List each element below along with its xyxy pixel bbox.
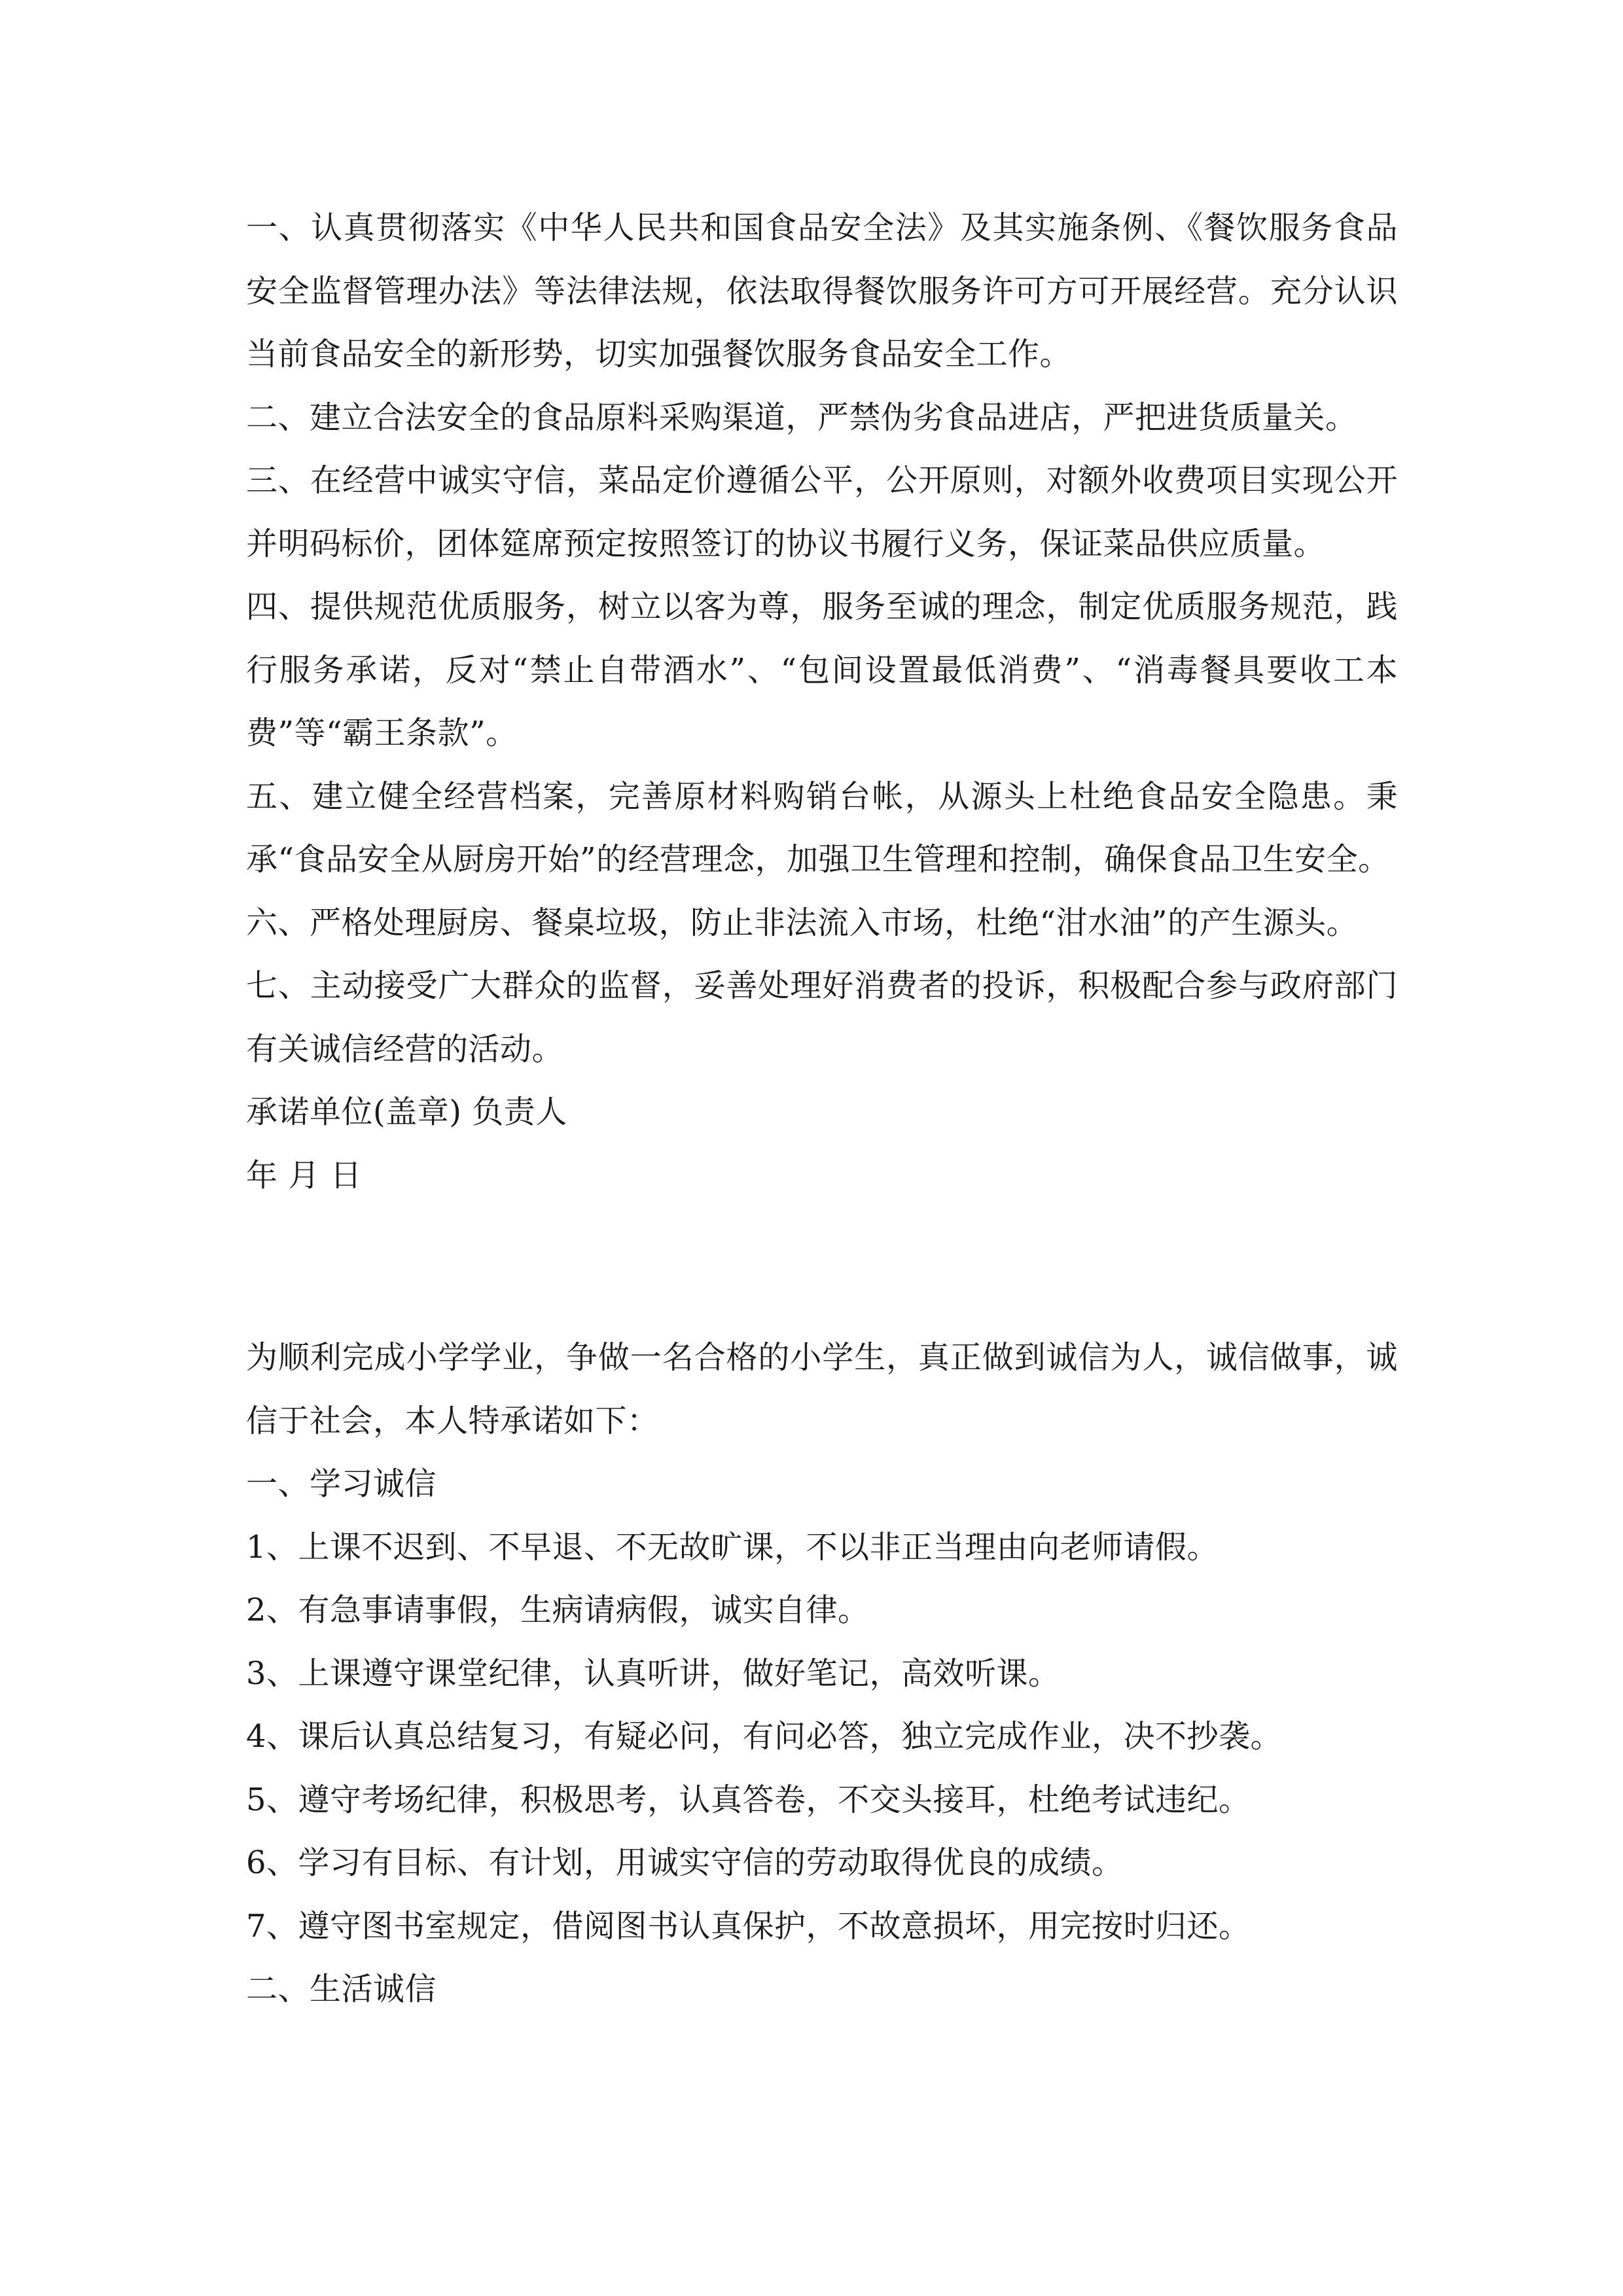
pledge-item-7: 七、主动接受广大群众的监督，妥善处理好消费者的投诉，积极配合参与政府部门有关诚信经营的活动。 [246,967,1398,1067]
study-item-1: 1、上课不迟到、不早退、不无故旷课，不以非正当理由向老师请假。 [246,1528,1219,1566]
restaurant-pledge-section [246,196,1398,1207]
pledge-item-2: 二、建立合法安全的食品原料采购渠道，严禁伪劣食品进店，严把进货质量关。 [246,399,1357,436]
pledge-item-5: 五、建立健全经营档案，完善原材料购销台帐，从源头上杜绝食品安全隐患。秉承“食品安全从厨房开始”的经营理念，加强卫生管理和控制，确保食品卫生安全。 [246,778,1398,878]
signature-line: 承诺单位(盖章) 负责人 [246,1094,567,1130]
heading-life-integrity: 二、生活诚信 [246,1971,437,2007]
study-item-3: 3、上课遵守课堂纪律，认真听讲，做好笔记，高效听课。 [246,1655,1060,1692]
study-item-4: 4、课后认真总结复习，有疑必问，有问必答，独立完成作业，决不抄袭。 [246,1718,1283,1755]
study-item-5: 5、遵守考场纪律，积极思考，认真答卷，不交头接耳，杜绝考试违纪。 [246,1781,1251,1818]
pledge-item-1: 一、认真贯彻落实《中华人民共和国食品安全法》及其实施条例、《餐饮服务食品安全监督管理办法》等法律法规，依法取得餐饮服务许可方可开展经营。充分认识当前食品安全的新形势，切实加强餐饮服务食品安全工作。 [246,209,1398,372]
study-item-2: 2、有急事请事假，生病请病假，诚实自律。 [246,1592,870,1628]
student-pledge-intro: 为顺利完成小学学业，争做一名合格的小学生，真正做到诚信为人，诚信做事，诚信于社会，本人特承诺如下： [246,1339,1398,1439]
date-line: 年 月 日 [246,1157,363,1194]
pledge-item-6: 六、严格处理厨房、餐桌垃圾，防止非法流入市场，杜绝“泔水油”的产生源头。 [246,904,1359,941]
student-pledge-section [246,1326,1398,2021]
study-item-6: 6、学习有目标、有计划，用诚实守信的劳动取得优良的成绩。 [246,1844,1124,1881]
pledge-item-4: 四、提供规范优质服务，树立以客为尊，服务至诚的理念，制定优质服务规范，践行服务承诺，反对“禁止自带酒水”、“包间设置最低消费”、“消毒餐具要收工本费”等“霸王条款”。 [246,588,1398,751]
study-item-7: 7、遵守图书室规定，借阅图书认真保护，不故意损坏，用完按时归还。 [246,1907,1251,1945]
heading-study-integrity: 一、学习诚信 [246,1465,437,1502]
pledge-item-3: 三、在经营中诚实守信，菜品定价遵循公平，公开原则，对额外收费项目实现公开并明码标价，团体筵席预定按照签订的协议书履行义务，保证菜品供应质量。 [246,462,1398,562]
